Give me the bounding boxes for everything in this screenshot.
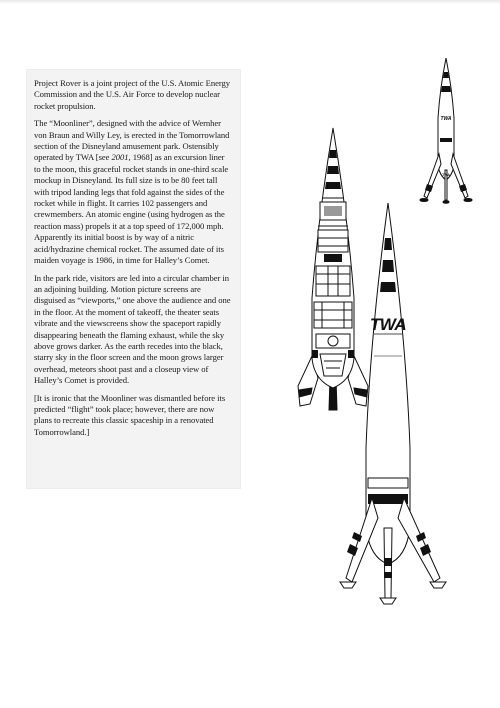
text-run: In the park ride, visitors are led into a circular chamber in an adjoining building. Motion picture screens are disguised as “viewports,” one above the audience and one in the floor. At the moment of takeoff, the theater seats vibrate and the viewscreens show the spaceport rapidly disappearing beneath the flaming exhaust, while the sky above grows darker. As the earth recedes into the black, starry sky in the floor screen and the moon grows larger overhead, meteors shoot past and a closeup view of Halley’s Comet is provided. [34, 272, 231, 386]
text-run: The “Moonliner”, designed with the advice of Wernher von Braun and Willy Ley, is erected in the Tomorrowland section of the Disneyland amusement park. Ostensibly operated by TWA [see [34, 118, 230, 163]
text-run: , 1968] as an excursion liner to the moon, this graceful rocket stands in one-third scale mockup in Disneyland. Its full size is to be 80 feet tall with tripod landing legs that fold against the sides of the rocket while in flight. It carries 102 passengers and crewmembers. An atomic engine (using hydrogen as the reaction mass) propels it at a top speed of 172,000 mph. Apparently its initial boost is by way of a nitric acid/hydrazine chemical rocket. The assumed date of its maiden voyage is 1986, in time for Halley’s Comet. [34, 152, 229, 266]
large-rocket-twa-logo: TWA [369, 315, 407, 334]
article-text [34, 78, 232, 444]
small-rocket-tail-logo: TWA [442, 173, 450, 177]
small-rocket-illustration [420, 58, 472, 203]
small-rocket-twa-logo: TWA [440, 116, 452, 122]
page-top-shadow [0, 0, 500, 4]
paragraph-project-rover [34, 78, 232, 112]
italic-title-run: 2001 [111, 152, 129, 163]
text-run: [It is ironic that the Moonliner was dismantled before its predicted “flight” took place; however, there are now plans to recreate this classic spaceship in a renovated Tomorrowland.] [34, 392, 226, 437]
moonliner-illustrations [290, 58, 500, 618]
paragraph-moonliner-description [34, 118, 232, 266]
paragraph-park-ride [34, 273, 232, 387]
text-run: Project Rover is a joint project of the U.S. Atomic Energy Commission and the U.S. Air Force to develop nuclear rocket propulsion. [34, 78, 230, 111]
paragraph-dismantled-note [34, 393, 232, 439]
cutaway-rocket-illustration [298, 128, 368, 410]
